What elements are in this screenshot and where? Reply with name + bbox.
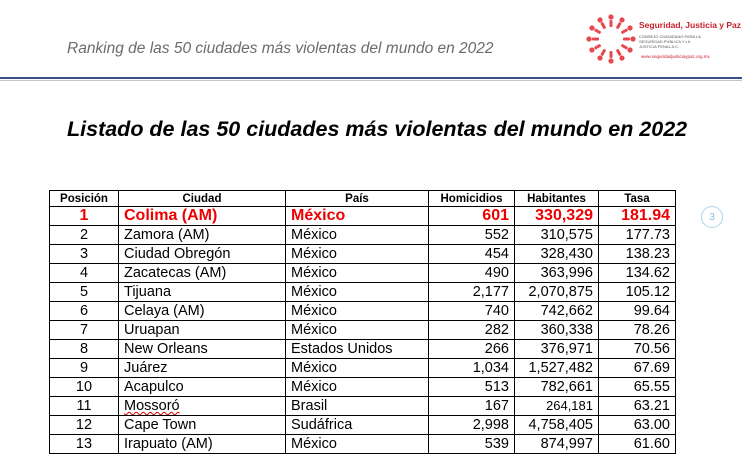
cell-homicides: 454 xyxy=(429,245,515,264)
cell-country: México xyxy=(286,264,429,283)
cell-population: 4,758,405 xyxy=(515,416,599,435)
cell-country: Estados Unidos xyxy=(286,340,429,359)
cell-population: 310,575 xyxy=(515,226,599,245)
table-row xyxy=(50,378,676,397)
cell-city xyxy=(119,397,286,416)
cell-population: 782,661 xyxy=(515,378,599,397)
cell-population: 360,338 xyxy=(515,321,599,340)
table-header-row xyxy=(50,191,676,207)
slide-header-title: Ranking de las 50 ciudades más violentas del mundo en 2022 xyxy=(67,40,494,57)
table-row xyxy=(50,283,676,302)
cell-position: 4 xyxy=(50,264,119,283)
cell-country: México xyxy=(286,321,429,340)
cell-population: 2,070,875 xyxy=(515,283,599,302)
logo-name: Seguridad, Justicia y Paz xyxy=(639,20,742,30)
cell-population: 328,430 xyxy=(515,245,599,264)
table-row xyxy=(50,245,676,264)
cell-population: 376,971 xyxy=(515,340,599,359)
cell-position: 6 xyxy=(50,302,119,321)
cell-city: Cape Town xyxy=(119,416,286,435)
document-title: Listado de las 50 ciudades más violentas del mundo en 2022 xyxy=(67,117,688,141)
cell-city: Uruapan xyxy=(119,321,286,340)
cell-country: México xyxy=(286,283,429,302)
cell-country: México xyxy=(286,359,429,378)
cell-position: 12 xyxy=(50,416,119,435)
table-row xyxy=(50,340,676,359)
cell-position: 5 xyxy=(50,283,119,302)
cell-homicides: 1,034 xyxy=(429,359,515,378)
cell-homicides: 2,177 xyxy=(429,283,515,302)
table-row xyxy=(50,302,676,321)
cell-country: Brasil xyxy=(286,397,429,416)
people-circle-logo-icon xyxy=(583,8,639,70)
cell-position: 11 xyxy=(50,397,119,416)
cell-homicides: 513 xyxy=(429,378,515,397)
table-row xyxy=(50,264,676,283)
cell-city: Irapuato (AM) xyxy=(119,435,286,454)
cell-city: Juárez xyxy=(119,359,286,378)
cell-position: 7 xyxy=(50,321,119,340)
cell-population: 1,527,482 xyxy=(515,359,599,378)
cell-country: México xyxy=(286,207,429,226)
cell-population: 330,329 xyxy=(515,207,599,226)
organization-logo xyxy=(583,8,742,70)
cell-city: Ciudad Obregón xyxy=(119,245,286,264)
cell-rate: 63.00 xyxy=(599,416,676,435)
cell-rate: 99.64 xyxy=(599,302,676,321)
spellcheck-underlined-city: Mossoró xyxy=(124,398,180,414)
cell-population: 874,997 xyxy=(515,435,599,454)
cell-rate: 65.55 xyxy=(599,378,676,397)
table-row xyxy=(50,321,676,340)
cell-rate: 67.69 xyxy=(599,359,676,378)
cell-rate: 70.56 xyxy=(599,340,676,359)
cell-population: 264,181 xyxy=(515,397,599,416)
cell-city: Tijuana xyxy=(119,283,286,302)
cell-city: Zacatecas (AM) xyxy=(119,264,286,283)
cell-homicides: 539 xyxy=(429,435,515,454)
page-number-badge: 3 xyxy=(701,206,723,228)
cell-city: Zamora (AM) xyxy=(119,226,286,245)
cell-homicides: 282 xyxy=(429,321,515,340)
table-row xyxy=(50,397,676,416)
table-row xyxy=(50,416,676,435)
cell-population: 742,662 xyxy=(515,302,599,321)
column-header-population: Habitantes xyxy=(515,191,599,207)
cell-city: Acapulco xyxy=(119,378,286,397)
violent-cities-table xyxy=(49,190,676,454)
logo-url: www.seguridadjusticiaypaz.org.mx xyxy=(641,54,710,59)
table-row xyxy=(50,207,676,226)
column-header-homicides: Homicidios xyxy=(429,191,515,207)
cell-rate: 181.94 xyxy=(599,207,676,226)
cell-homicides: 552 xyxy=(429,226,515,245)
cell-country: Sudáfrica xyxy=(286,416,429,435)
cell-city: New Orleans xyxy=(119,340,286,359)
cell-position: 1 xyxy=(50,207,119,226)
cell-country: México xyxy=(286,245,429,264)
header-divider xyxy=(0,77,742,79)
cell-rate: 78.26 xyxy=(599,321,676,340)
cell-country: México xyxy=(286,378,429,397)
cell-country: México xyxy=(286,302,429,321)
cell-population: 363,996 xyxy=(515,264,599,283)
cell-position: 13 xyxy=(50,435,119,454)
logo-subtitle: CONSEJO CIUDADANO PARA LA SEGURIDAD PÚBLICA Y LA JUSTICIA PENAL A.C. xyxy=(639,34,701,49)
column-header-country: País xyxy=(286,191,429,207)
cell-rate: 61.60 xyxy=(599,435,676,454)
cell-position: 10 xyxy=(50,378,119,397)
cell-country: México xyxy=(286,435,429,454)
table-row xyxy=(50,359,676,378)
cell-position: 9 xyxy=(50,359,119,378)
cell-rate: 105.12 xyxy=(599,283,676,302)
cell-rate: 134.62 xyxy=(599,264,676,283)
header-divider-secondary xyxy=(0,80,742,81)
cell-city: Colima (AM) xyxy=(119,207,286,226)
cell-homicides: 167 xyxy=(429,397,515,416)
table-row xyxy=(50,435,676,454)
cell-homicides: 740 xyxy=(429,302,515,321)
cell-country: México xyxy=(286,226,429,245)
cell-position: 8 xyxy=(50,340,119,359)
cell-position: 3 xyxy=(50,245,119,264)
cell-homicides: 490 xyxy=(429,264,515,283)
column-header-city: Ciudad xyxy=(119,191,286,207)
table-row xyxy=(50,226,676,245)
cell-position: 2 xyxy=(50,226,119,245)
cell-rate: 138.23 xyxy=(599,245,676,264)
cell-rate: 63.21 xyxy=(599,397,676,416)
cell-homicides: 266 xyxy=(429,340,515,359)
cell-rate: 177.73 xyxy=(599,226,676,245)
cell-homicides: 601 xyxy=(429,207,515,226)
column-header-position: Posición xyxy=(50,191,119,207)
column-header-rate: Tasa xyxy=(599,191,676,207)
cell-city: Celaya (AM) xyxy=(119,302,286,321)
cell-homicides: 2,998 xyxy=(429,416,515,435)
